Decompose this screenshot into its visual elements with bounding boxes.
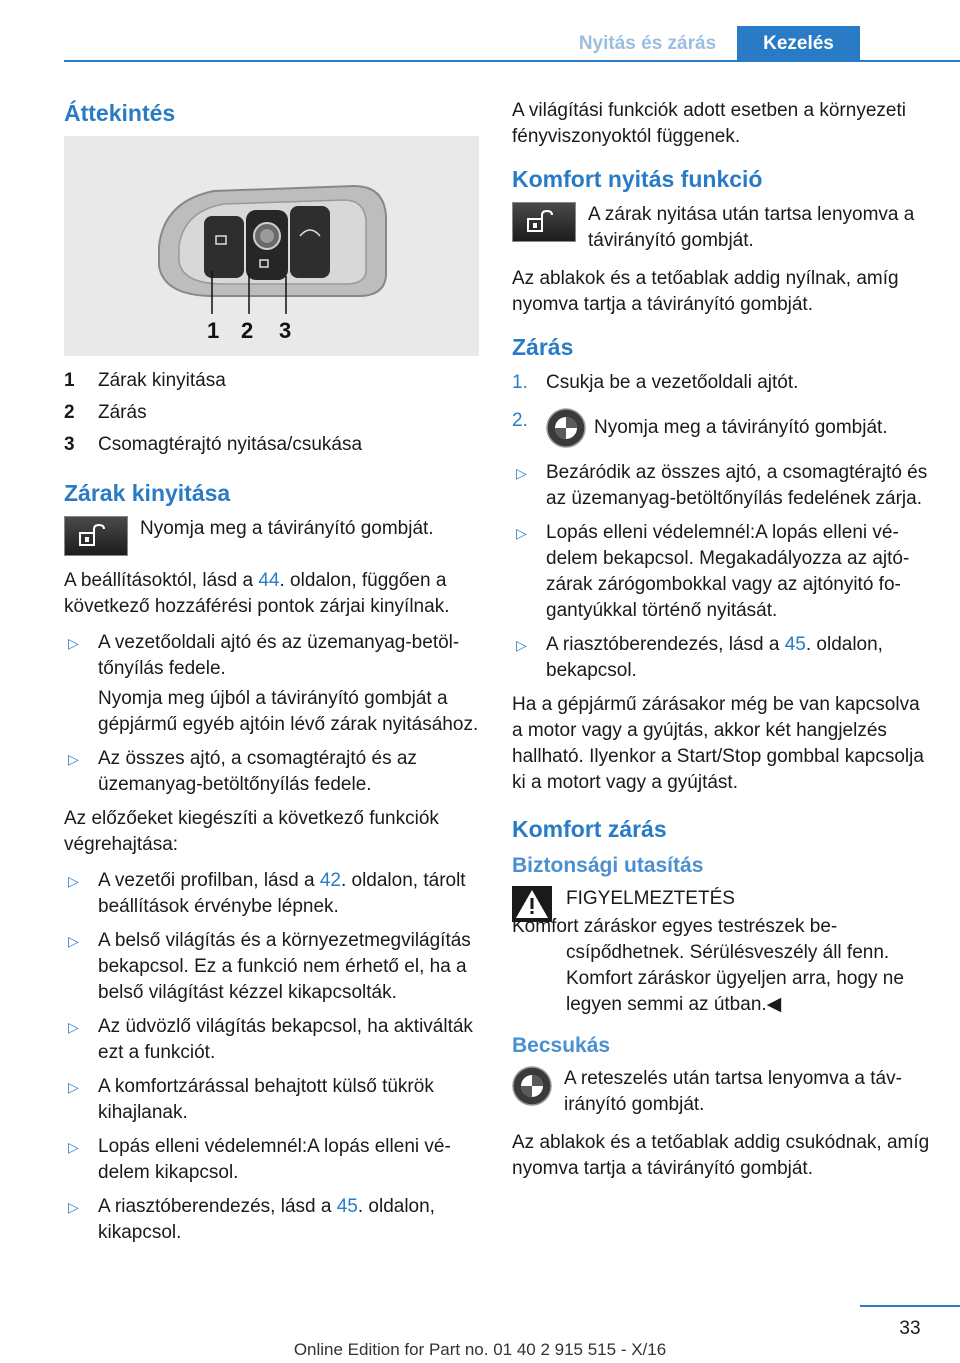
trunk-button-shape: [290, 206, 330, 278]
list-item: ▷ A riasztóberendezés, lásd a 45. oldalon, bekapcsol.: [512, 632, 930, 684]
header-rule: [64, 60, 960, 62]
close-instruction: [512, 1066, 930, 1118]
unlock-button-shape: [204, 216, 244, 278]
list-item: ▷ A belső világítás és a környezetmegvilágítás bekapcsol. Ez a funkció nem érhető el, ha a belső világítást kézzel kikapcsolták.: [64, 928, 479, 1006]
comfort-open-icon-text: A zárak nyitása után tartsa lenyomva a távirányító gombját.: [588, 204, 915, 251]
unlock-icon: [512, 202, 576, 242]
right-column: [512, 98, 930, 1192]
figure-label-2: 2: [241, 318, 254, 343]
list-item: 2. Nyomja meg a távirányító gombját.: [512, 408, 930, 448]
settings-paragraph: A beállításoktól, lásd a 44. oldalon, függően a következő hozzáférési pontok zárjai kinyílnak.: [64, 570, 450, 617]
close-icon-text: A reteszelés után tartsa lenyomva a távirányító gombját.: [564, 1068, 902, 1115]
page-link-44[interactable]: 44: [258, 570, 280, 591]
safety-heading: Biztonsági utasítás: [512, 854, 704, 877]
bmw-logo-icon: [512, 1066, 552, 1106]
lock-heading: Zárás: [512, 334, 574, 360]
figure-legend: [64, 368, 479, 458]
close-heading: Becsukás: [512, 1034, 611, 1057]
extra-functions-bullets: [64, 868, 479, 1246]
legend-number: 3: [64, 434, 75, 455]
list-item: ▷ Az üdvözlő világítás bekapcsol, ha aktiválták ezt a funkciót.: [64, 1014, 479, 1066]
legend-text: Zárás: [98, 402, 147, 423]
list-item: ▷ A vezetői profilban, lásd a 42. oldalon, tárolt beállítások érvénybe lépnek.: [64, 868, 479, 920]
list-item: ▷ Lopás elleni védelemnél:A lopás elleni védelem bekapcsol. Megakadályozza az ajtózárak zárógombokkal vagy az ajtónyitó fogantyúkkal történő nyitását.: [512, 520, 930, 624]
lock-paragraph: Ha a gépjármű zárásakor még be van kapcsolva a motor vagy a gyújtás, akkor két hangjelzés hallható. Ilyenkor a Start/Stop gombbal kapcsolja ki a motort vagy a gyújtást.: [512, 694, 924, 793]
legend-number: 2: [64, 402, 75, 423]
figure-label-1: 1: [207, 318, 220, 343]
unlock-bullets: [64, 630, 479, 798]
left-column: [64, 98, 479, 1254]
unlock-instruction: [64, 516, 479, 556]
warning-label: FIGYELMEZTETÉS: [566, 888, 735, 909]
comfort-open-paragraph: Az ablakok és a tetőablak addig nyílnak, amíg nyomva tartja a távirányító gombját.: [512, 268, 899, 315]
comfort-open-heading: Komfort nyitás funkció: [512, 166, 763, 192]
page-link-42[interactable]: 42: [319, 870, 341, 891]
list-item: ▷ Lopás elleni védelemnél:A lopás elleni védelem kikapcsol.: [64, 1134, 479, 1186]
comfort-open-instruction: [512, 202, 930, 254]
overview-heading: Áttekintés: [64, 100, 176, 126]
legend-number: 1: [64, 370, 75, 391]
footer-edition: Online Edition for Part no. 01 40 2 915 515 - X/16: [293, 1340, 667, 1359]
lock-steps: [512, 370, 930, 448]
bmw-logo-icon: [546, 408, 586, 448]
key-fob-figure: [64, 136, 479, 356]
list-item: ▷ Az összes ajtó, a csomagtérajtó és az üzemanyag-betöltőnyílás fedele.: [64, 746, 479, 798]
list-item: 1. Csukja be a vezetőoldali ajtót.: [512, 372, 799, 393]
page-number: 33: [899, 1318, 921, 1339]
extra-functions-paragraph: Az előzőeket kiegészíti a következő funkciók végrehajtása:: [64, 808, 439, 855]
warning-text: Komfort záráskor egyes testrészek becsípődhetnek. Sérülésveszély áll fenn. Komfort záráskor ügyeljen arra, hogy ne legyen semmi az útban.◀: [512, 916, 904, 1015]
comfort-close-heading: Komfort zárás: [512, 816, 667, 842]
figure-label-3: 3: [279, 318, 292, 343]
legend-text: Csomagtérajtó nyitása/csukása: [98, 434, 363, 455]
key-fob-illustration: [64, 136, 479, 356]
header-tab-label: Kezelés: [737, 26, 860, 62]
close-paragraph: Az ablakok és a tetőablak addig csukódnak, amíg nyomva tartja a távirányító gombját.: [512, 1132, 930, 1179]
unlock-icon: [64, 516, 128, 556]
list-item: ▷ A vezetőoldali ajtó és az üzemanyag-betöltőnyílás fedele. Nyomja meg újból a távirányító gombját a gépjármű egyéb ajtóin lévő zárak nyitásához.: [64, 630, 479, 738]
lock-bullets: [512, 460, 930, 684]
header-section-label: Nyitás és zárás: [578, 33, 717, 54]
unlock-icon-text: Nyomja meg a távirányító gombját.: [140, 518, 434, 539]
list-item: ▷ A riasztóberendezés, lásd a 45. oldalon, kikapcsol.: [64, 1194, 479, 1246]
page-link-45[interactable]: 45: [784, 634, 806, 655]
lighting-note: A világítási funkciók adott esetben a környezeti fényviszonyoktól függenek.: [512, 100, 906, 147]
page-number-rule: [860, 1305, 960, 1307]
list-item: ▷ Bezáródik az összes ajtó, a csomagtérajtó és az üzemanyag-betöltőnyílás fedelének zárja.: [512, 460, 930, 512]
page-link-45[interactable]: 45: [336, 1196, 358, 1217]
list-item: ▷ A komfortzárással behajtott külső tükrök kihajlanak.: [64, 1074, 479, 1126]
unlock-heading: Zárak kinyitása: [64, 480, 231, 506]
legend-text: Zárak kinyitása: [98, 370, 226, 391]
